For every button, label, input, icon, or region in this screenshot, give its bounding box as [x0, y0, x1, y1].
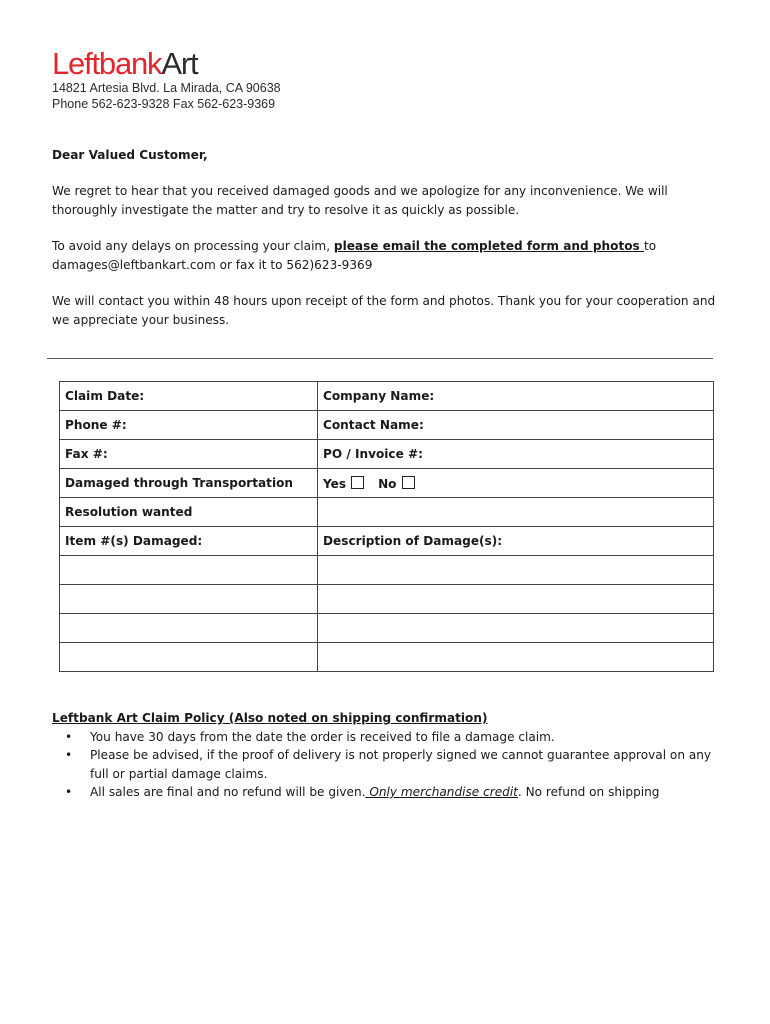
list-item: • All sales are final and no refund will be given. Only merchandise credit. No refund on shipping — [52, 783, 732, 802]
resolution-field[interactable] — [318, 498, 714, 527]
form-row-fax — [60, 440, 714, 469]
section-divider — [47, 358, 713, 359]
company-address: 14821 Artesia Blvd. La Mirada, CA 90638 — [52, 81, 281, 95]
form-row-resolution — [60, 498, 714, 527]
company-name-field[interactable]: Company Name: — [318, 382, 714, 411]
letter-paragraph-3: We will contact you within 48 hours upon receipt of the form and photos. Thank you for your cooperation and we appreciate your business. — [52, 294, 716, 327]
policy-list — [52, 728, 732, 802]
item-number-cell[interactable] — [60, 556, 318, 585]
email-instruction: please email the completed form and photos — [333, 239, 644, 253]
no-label: No — [378, 476, 397, 491]
letter-paragraph-2: To avoid any delays on processing your claim, please email the completed form and photos to damages@leftbankart.com or fax it to 562)623-9369 — [52, 239, 657, 272]
po-invoice-field[interactable]: PO / Invoice #: — [318, 440, 714, 469]
item-number-cell[interactable] — [60, 585, 318, 614]
merchandise-credit-note: Only merchandise credit — [365, 785, 518, 799]
fax-field[interactable]: Fax #: — [60, 440, 318, 469]
company-logo: LeftbankArt — [52, 46, 198, 81]
description-cell[interactable] — [318, 556, 714, 585]
table-row — [60, 556, 714, 585]
description-cell[interactable] — [318, 614, 714, 643]
form-row-claim-date — [60, 382, 714, 411]
greeting: Dear Valued Customer, — [52, 148, 208, 162]
yes-checkbox[interactable] — [351, 476, 364, 489]
item-number-cell[interactable] — [60, 643, 318, 672]
claim-form-table — [59, 381, 714, 672]
no-checkbox[interactable] — [402, 476, 415, 489]
description-cell[interactable] — [318, 585, 714, 614]
letterhead — [52, 48, 281, 112]
description-cell[interactable] — [318, 643, 714, 672]
phone-field[interactable]: Phone #: — [60, 411, 318, 440]
form-row-transport — [60, 469, 714, 498]
form-row-items-header — [60, 527, 714, 556]
claim-date-field[interactable]: Claim Date: — [60, 382, 318, 411]
items-damaged-header: Item #(s) Damaged: — [60, 527, 318, 556]
transport-choice-cell — [318, 469, 714, 498]
resolution-label: Resolution wanted — [60, 498, 318, 527]
table-row — [60, 585, 714, 614]
yes-label: Yes — [323, 476, 347, 491]
letter-paragraph-1: We regret to hear that you received damaged goods and we apologize for any inconvenience. We will thoroughly investigate the matter and try to resolve it as quickly as possible. — [52, 184, 668, 217]
list-item: • Please be advised, if the proof of delivery is not properly signed we cannot guarantee approval on any full or partial damage claims. — [65, 748, 712, 781]
table-row — [60, 614, 714, 643]
bullet-icon: • — [65, 748, 73, 762]
list-item: • You have 30 days from the date the order is received to file a damage claim. — [52, 728, 732, 747]
company-phone-fax: Phone 562-623-9328 Fax 562-623-9369 — [52, 97, 276, 111]
form-row-phone — [60, 411, 714, 440]
bullet-icon: • — [65, 785, 73, 799]
bullet-icon: • — [65, 729, 73, 744]
damaged-transport-label: Damaged through Transportation — [60, 469, 318, 498]
contact-name-field[interactable]: Contact Name: — [318, 411, 714, 440]
letter-body — [52, 146, 727, 347]
description-header: Description of Damage(s): — [318, 527, 714, 556]
claim-policy — [52, 709, 732, 802]
policy-title: Leftbank Art Claim Policy (Also noted on shipping confirmation) — [52, 711, 488, 725]
item-number-cell[interactable] — [60, 614, 318, 643]
table-row — [60, 643, 714, 672]
